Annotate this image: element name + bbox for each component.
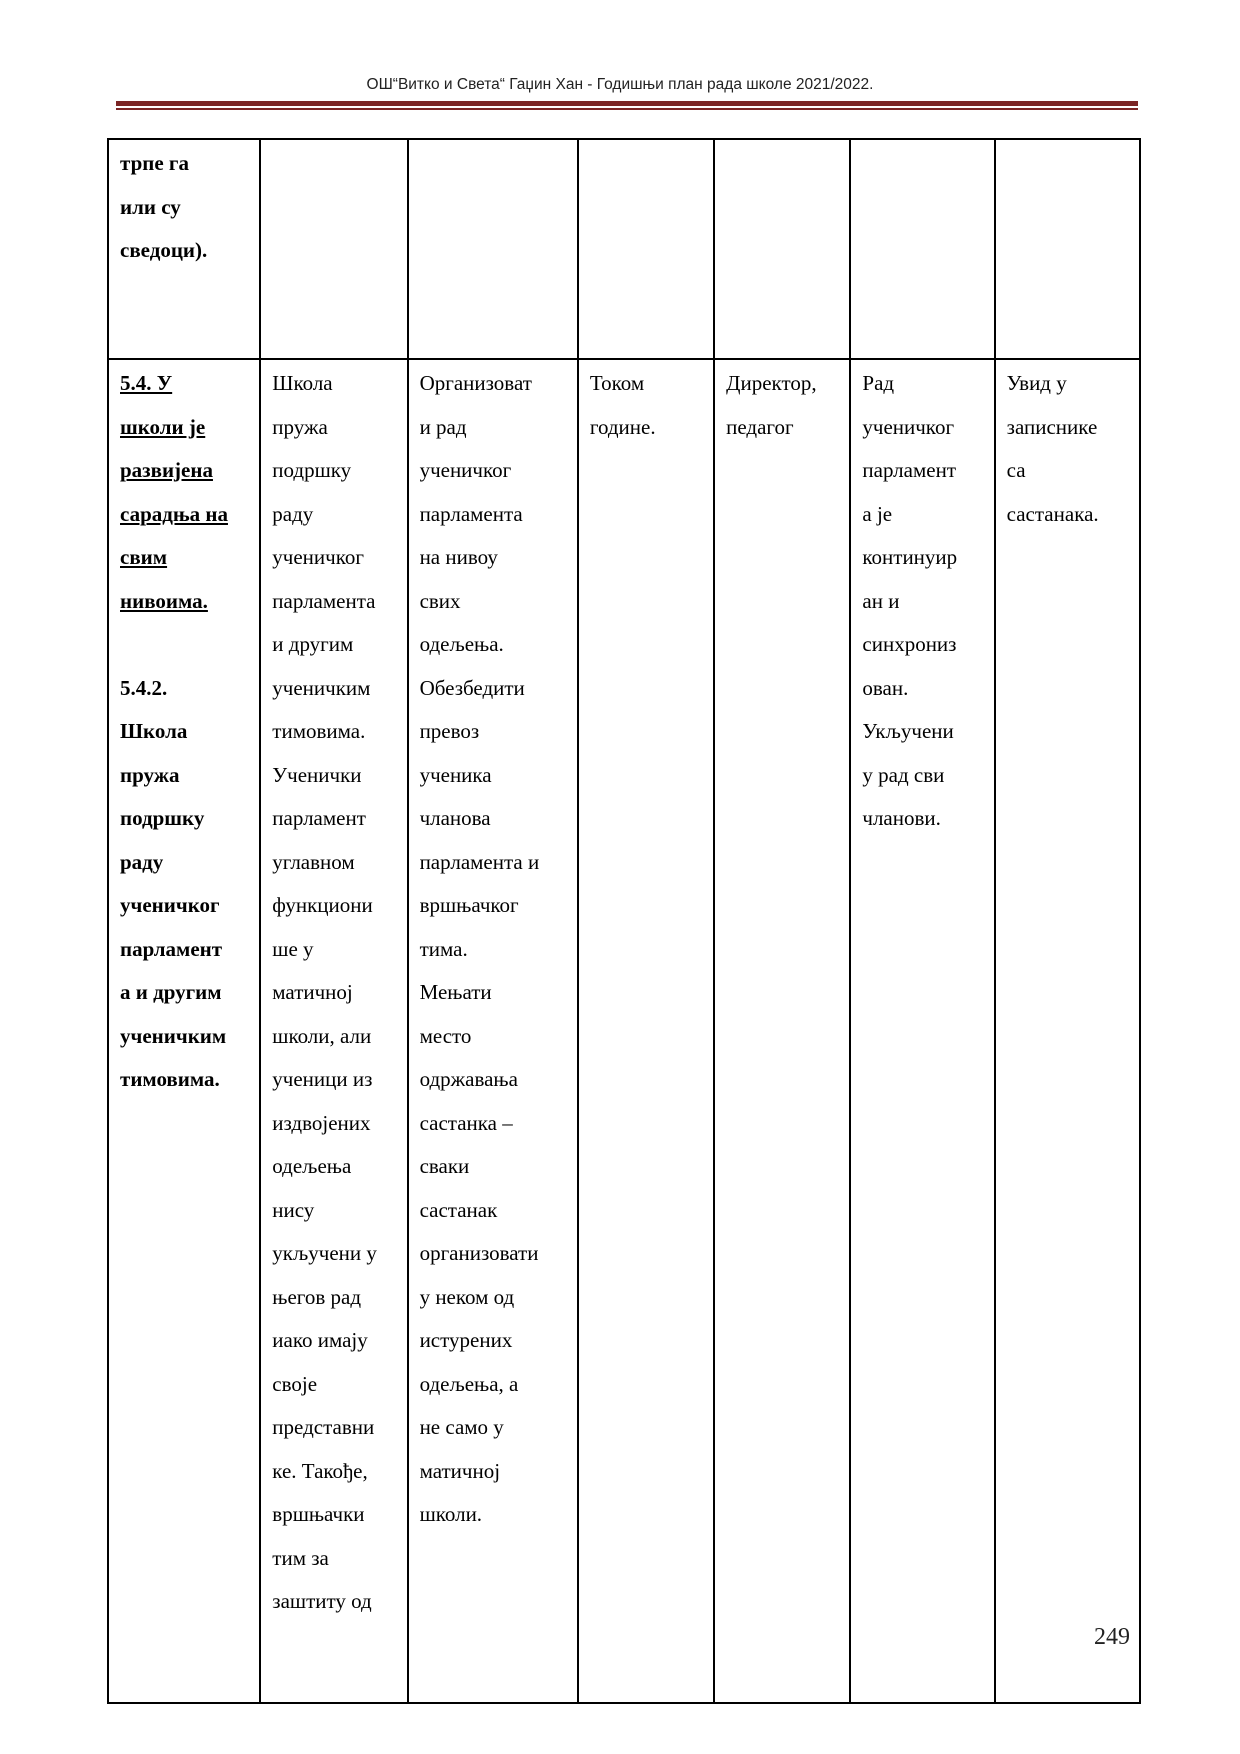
table-cell (408, 359, 578, 1703)
running-header: ОШ“Витко и Света“ Гаџин Хан - Годишњи план рада школе 2021/2022. (366, 76, 874, 93)
table-cell (850, 359, 994, 1703)
table-row (108, 139, 1140, 359)
table-cell (995, 139, 1140, 359)
table-cell (578, 139, 714, 359)
table-row (108, 359, 1140, 1703)
table-cell (260, 139, 407, 359)
continued-goal-text: трпе га или су сведоци). (120, 151, 208, 262)
header-rule-thick (116, 101, 1138, 106)
table-cell (850, 139, 994, 359)
table-cell (108, 139, 260, 359)
table-cell (260, 359, 407, 1703)
table-cell (995, 359, 1140, 1703)
table-cell (108, 359, 260, 1703)
indicator-text: 5.4.2. Школа пружа подршку раду ученичког парламент а и другим ученичким тимовима. (120, 675, 227, 1091)
header-rule-thin (116, 108, 1138, 110)
current-state-text: Школа пружа подршку раду ученичког парламента и другим ученичким тимовима. Ученички парламент углавном функциони ше у матичној школи, али ученици из издвојених одељења нису укључени у његов рад иако имају своје представни ке. Такође, вршњачки тим за заштиту од (272, 371, 377, 1613)
evaluation-text: Увид у записнике са састанака. (1006, 371, 1099, 526)
success-criteria-text: Рад ученичког парламент а је континуир ан и синхрониз ован. Укључени у рад сви чланови. (862, 371, 958, 830)
timeline-text: Током године. (589, 371, 656, 439)
table-cell (408, 139, 578, 359)
table-cell (714, 359, 850, 1703)
plan-table (107, 138, 1141, 1704)
cell-spacer (120, 623, 249, 667)
page-number: 249 (1094, 1624, 1130, 1650)
standard-goal-text: 5.4. У школи је развијена сарадња на свим нивоима. (120, 371, 228, 613)
table-cell (714, 139, 850, 359)
activities-text: Организоват и рад ученичког парламента на нивоу свих одељења. Обезбедити превоз ученика чланова парламента и вршњачког тима. Мењати место одржавања састанка – сваки састанак организовати у неком од истурених одељења, а не само у матичној школи. (419, 371, 540, 1526)
table-cell (578, 359, 714, 1703)
responsible-text: Директор, педагог (726, 371, 817, 439)
